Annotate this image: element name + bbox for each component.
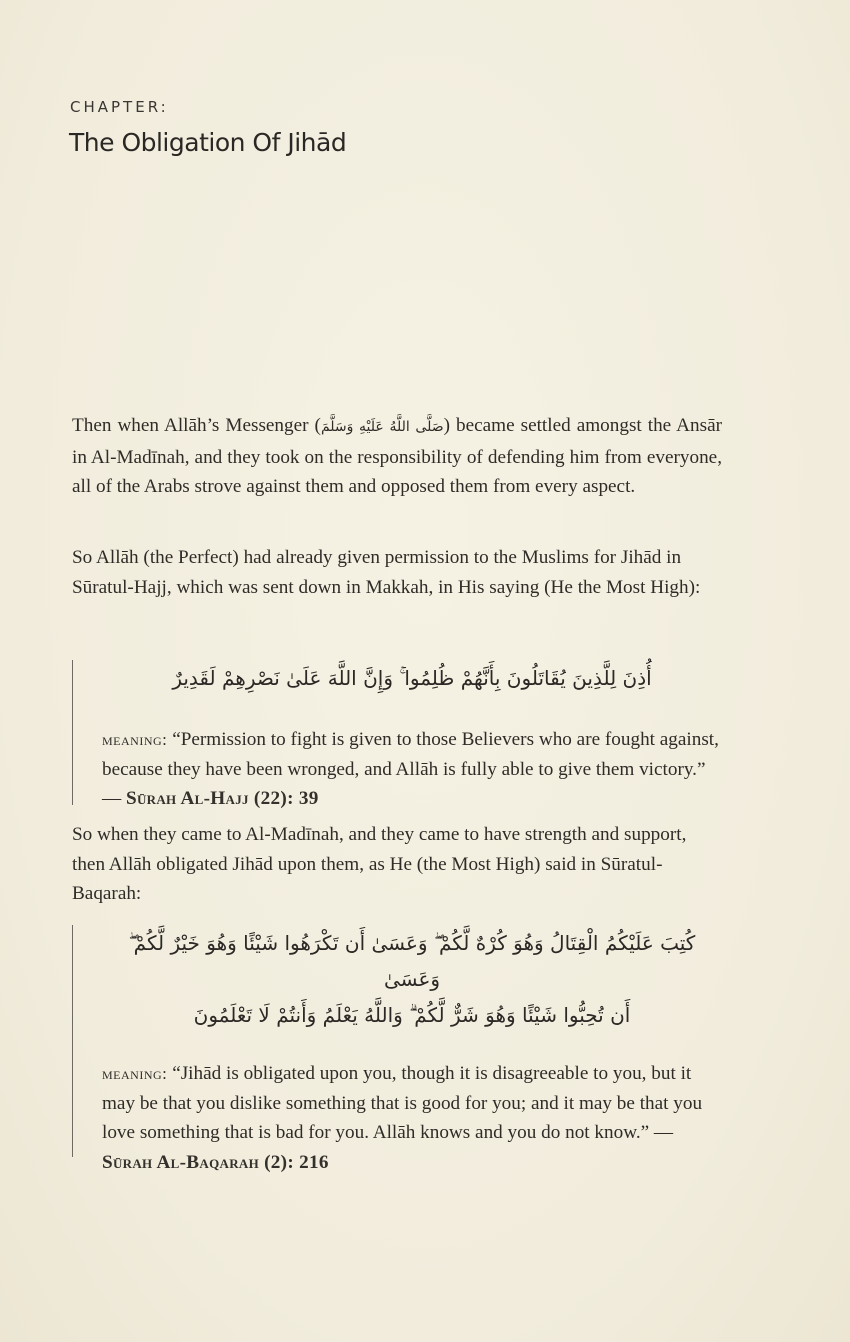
- paragraph-text: Then when Allāh’s Messenger (: [72, 415, 321, 436]
- paragraph-messenger-settled: [72, 411, 722, 502]
- verse-reference: Sūrah Al-Hajj (22): 39: [125, 788, 319, 809]
- quran-quote-baqarah: [72, 925, 723, 1173]
- arabic-verse: [101, 925, 723, 1033]
- chapter-title: The Obligation Of Jihād: [69, 128, 347, 157]
- verse-meaning: [102, 725, 723, 814]
- arabic-verse-line: كُتِبَ عَلَيْكُمُ الْقِتَالُ وَهُوَ كُرْهٌ لَّكُمْ ۖ وَعَسَىٰ أَن تَكْرَهُوا شَيْئًا وَهُوَ خَيْرٌ لَّكُمْ ۖ وَعَسَىٰ: [128, 931, 696, 991]
- paragraph-text: ) became settled amongst the Ansār in Al-Madīnah, and they took on the responsibility of defending him from everyone, all of the Arabs strove against them and opposed them from every aspect.: [72, 415, 722, 497]
- arabic-verse-line: أَن تُحِبُّوا شَيْئًا وَهُوَ شَرٌّ لَّكُمْ ۗ وَاللَّهُ يَعْلَمُ وَأَنتُمْ لَا تَعْلَمُونَ: [193, 1003, 631, 1027]
- meaning-text: “Jihād is obligated upon you, though it is disagreeable to you, but it may be that you dislike something that is good for you; and it may be that you love something that is bad for you. Allāh knows and you do not know.” —: [102, 1063, 703, 1143]
- paragraph-obligation-baqarah: So when they came to Al-Madīnah, and they came to have strength and support, then Allāh obligated Jihād upon them, as He (the Most High) said in Sūratul-Baqarah:: [72, 824, 687, 904]
- arabic-verse: [101, 660, 723, 696]
- chapter-label: CHAPTER:: [70, 98, 169, 116]
- meaning-text: “Permission to fight is given to those Believers who are fought against, because they have been wronged, and Allāh is fully able to give them victory.” —: [102, 729, 719, 809]
- verse-reference: Sūrah Al-Baqarah (2): 216: [102, 1151, 329, 1173]
- quran-quote-hajj: [72, 660, 723, 809]
- paragraph-permission-hajj: So Allāh (the Perfect) had already given permission to the Muslims for Jihād in Sūratul-Hajj, which was sent down in Makkah, in His saying (He the Most High):: [72, 547, 701, 598]
- meaning-label: meaning:: [102, 1064, 168, 1083]
- verse-meaning: [102, 1059, 723, 1177]
- honorific-salutation: صَلَّى اللَّهُ عَلَيْهِ وَسَلَّمَ: [320, 419, 444, 435]
- meaning-label: meaning:: [102, 730, 168, 749]
- arabic-verse-line: أُذِنَ لِلَّذِينَ يُقَاتَلُونَ بِأَنَّهُمْ ظُلِمُوا ۚ وَإِنَّ اللَّهَ عَلَىٰ نَصْرِهِمْ لَقَدِيرٌ: [172, 666, 652, 690]
